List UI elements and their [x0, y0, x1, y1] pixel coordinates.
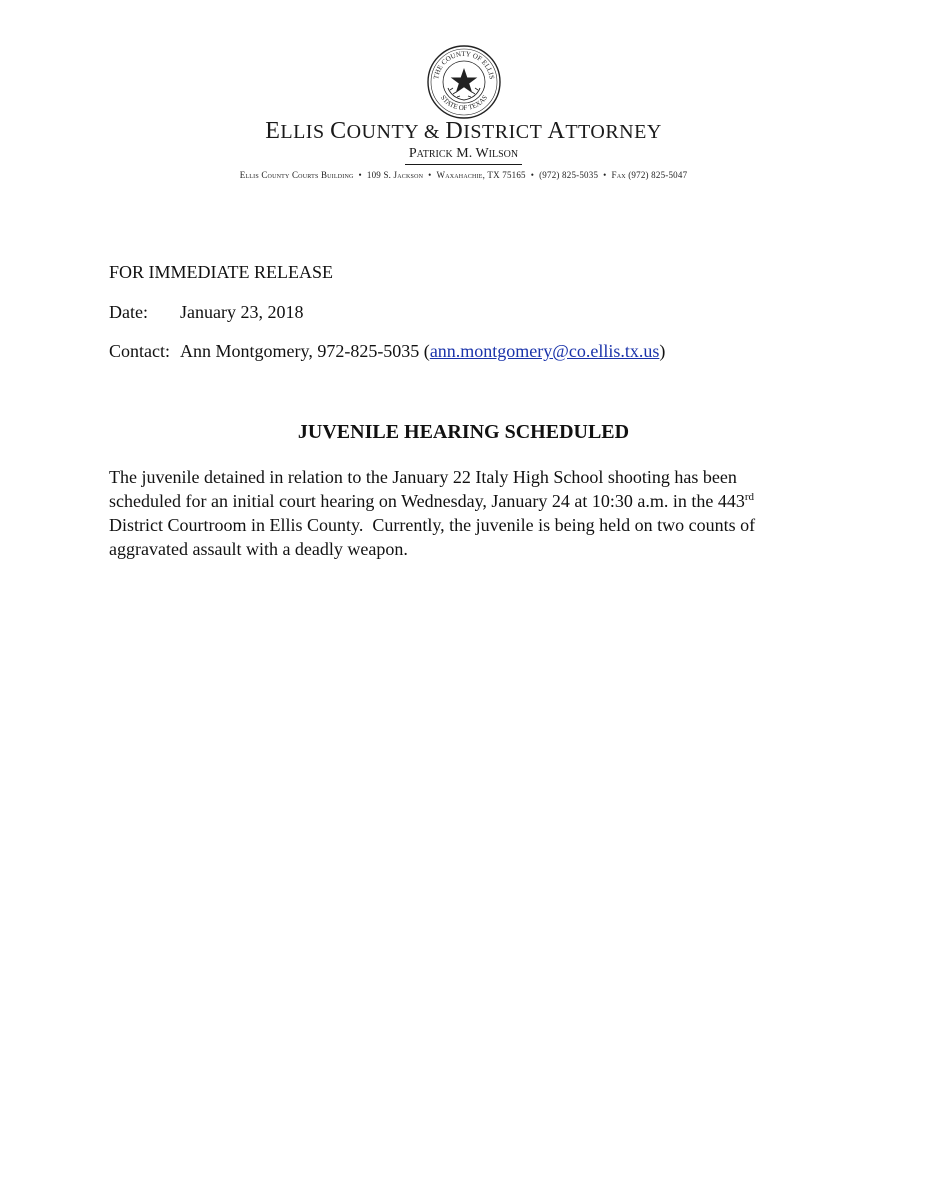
contact-name: Ann Montgomery, 972-825-5035 (	[180, 341, 430, 361]
body-line-4: aggravated assault with a deadly weapon.	[109, 539, 408, 559]
body-line-1: The juvenile detained in relation to the January 22 Italy High School shooting has been	[109, 467, 737, 487]
ordinal-suffix: rd	[744, 491, 755, 503]
office-address: Ellis County Courts Building • 109 S. Jackson • Waxahachie, TX 75165 • (972) 825-5035 • Fax (972) 825-5047	[239, 170, 688, 180]
office-title: ELLIS COUNTY & DISTRICT ATTORNEY	[265, 118, 662, 144]
address-city: Waxahachie, TX 75165	[436, 170, 526, 180]
address-building: Ellis County Courts Building	[239, 170, 354, 180]
seal-bottom-text: STATE OF TEXAS	[438, 93, 490, 113]
contact-line	[109, 341, 666, 362]
contact-email-link[interactable]: ann.montgomery@co.ellis.tx.us	[429, 341, 660, 361]
address-fax: Fax (972) 825-5047	[611, 170, 688, 180]
date-value: January 23, 2018	[180, 302, 304, 322]
date-line	[109, 302, 304, 323]
release-label: FOR IMMEDIATE RELEASE	[109, 262, 333, 282]
date-label: Date:	[109, 302, 148, 322]
contact-close: )	[659, 341, 666, 361]
headline: JUVENILE HEARING SCHEDULED	[297, 421, 630, 443]
contact-value	[180, 341, 665, 362]
body-paragraph	[109, 465, 779, 561]
county-seal-icon	[426, 44, 502, 120]
address-street: 109 S. Jackson	[366, 170, 424, 180]
body-line-2: scheduled for an initial court hearing on Wednesday, January 24 at 10:30 a.m. in the 443rd	[109, 491, 755, 511]
seal-top-text: THE COUNTY OF ELLIS	[432, 49, 496, 80]
attorney-name: Patrick M. Wilson	[0, 146, 927, 165]
body-line-3: District Courtroom in Ellis County. Currently, the juvenile is being held on two counts of	[109, 515, 756, 535]
address-phone: (972) 825-5035	[539, 170, 599, 180]
contact-label: Contact:	[109, 341, 170, 361]
